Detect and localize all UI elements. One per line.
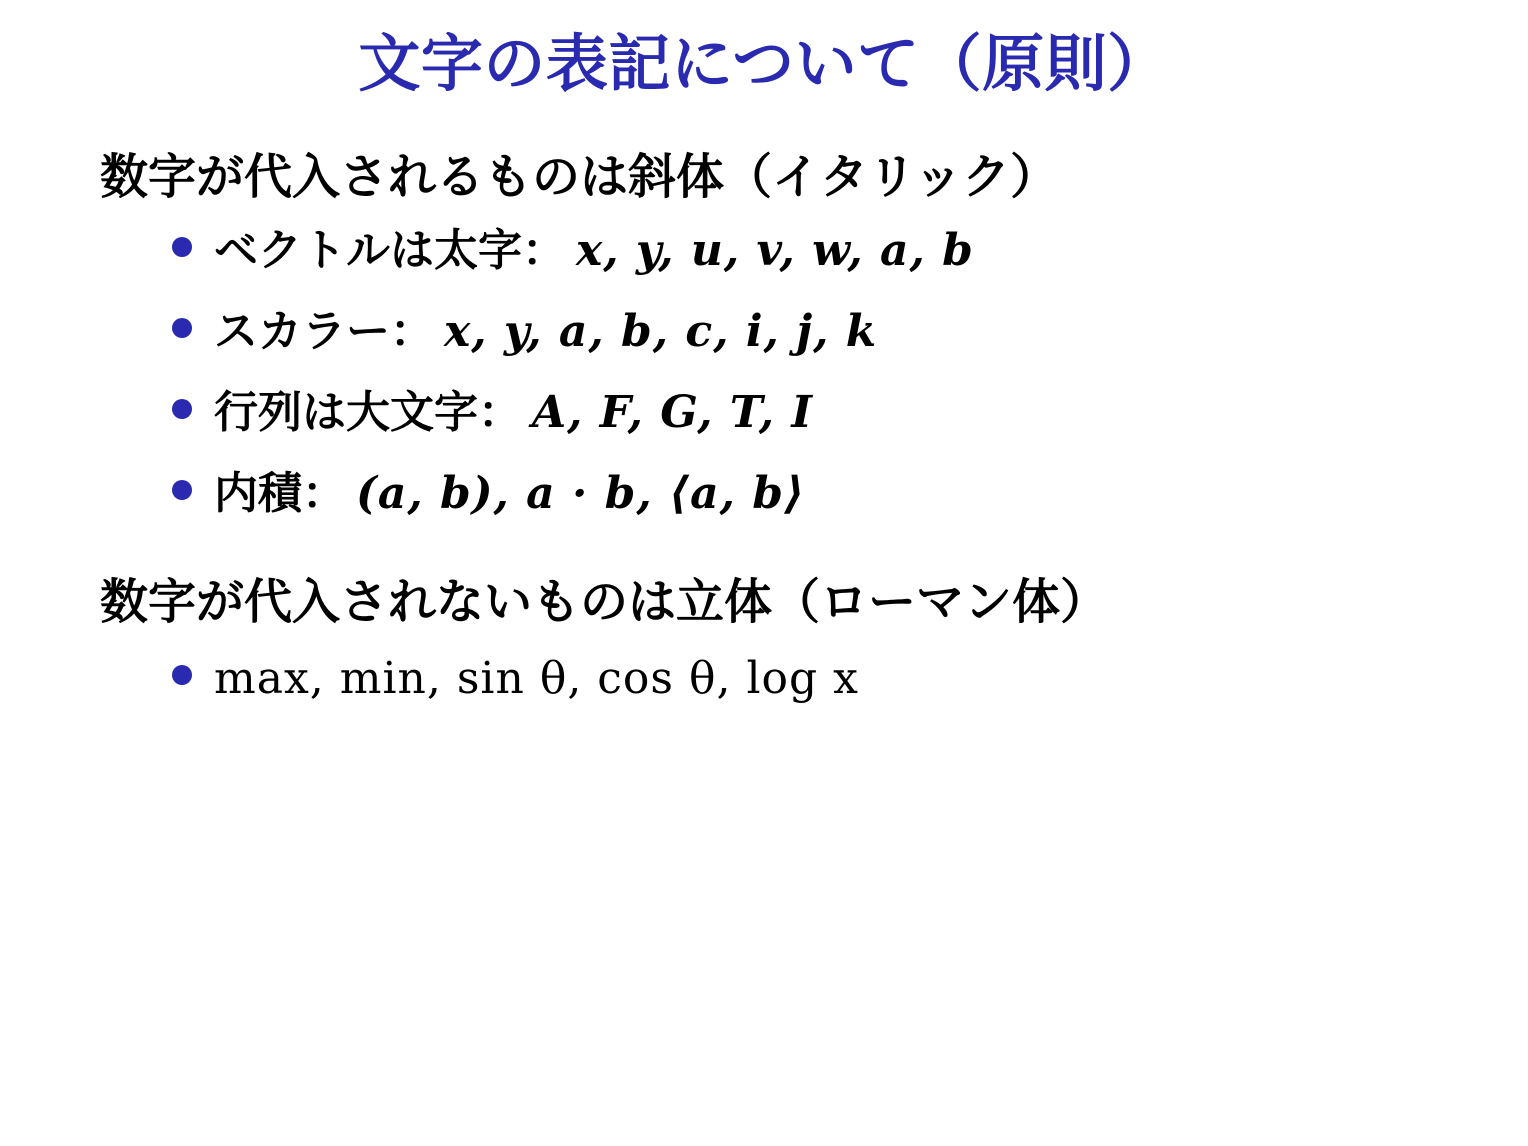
section-heading-roman: 数字が代入されないものは立体（ローマン体） (100, 574, 1109, 631)
slide (0, 28, 1528, 1146)
bullet-math: x, y, a, b, c, i, j, k (444, 306, 878, 358)
slide-body (0, 147, 1528, 706)
list-item (172, 387, 1468, 440)
list-item (172, 468, 1468, 521)
bullet-label: ベクトルは太字： (214, 225, 566, 277)
bullet-list-roman (100, 650, 1468, 706)
bullet-list-italic (100, 225, 1468, 520)
bullet-content (214, 306, 877, 359)
list-item (172, 650, 1468, 706)
page-title: 文字の表記について（原則） (358, 27, 1170, 100)
list-item (172, 225, 1468, 278)
bullet-label: スカラー： (214, 306, 434, 358)
bullet-dot-icon (172, 237, 192, 257)
bullet-dot-icon (172, 399, 192, 419)
bullet-content (214, 468, 805, 521)
bullet-label: 行列は大文字： (214, 386, 522, 438)
bullet-dot-icon (172, 318, 192, 338)
bullet-content (214, 387, 813, 440)
bullet-label: 内積： (214, 467, 346, 519)
bullet-math: x, y, u, v, w, a, b (576, 225, 974, 277)
bullet-math: A, F, G, T, I (532, 386, 813, 438)
section-heading-italic: 数字が代入されるものは斜体（イタリック） (100, 149, 1059, 206)
bullet-content (214, 225, 974, 278)
bullet-dot-icon (172, 665, 192, 685)
bullet-dot-icon (172, 480, 192, 500)
bullet-math: (a, b), a · b, ⟨a, b⟩ (356, 467, 806, 519)
list-item (172, 306, 1468, 359)
bullet-math: max, min, sin θ, cos θ, log x (214, 653, 859, 705)
bullet-content (214, 650, 859, 706)
